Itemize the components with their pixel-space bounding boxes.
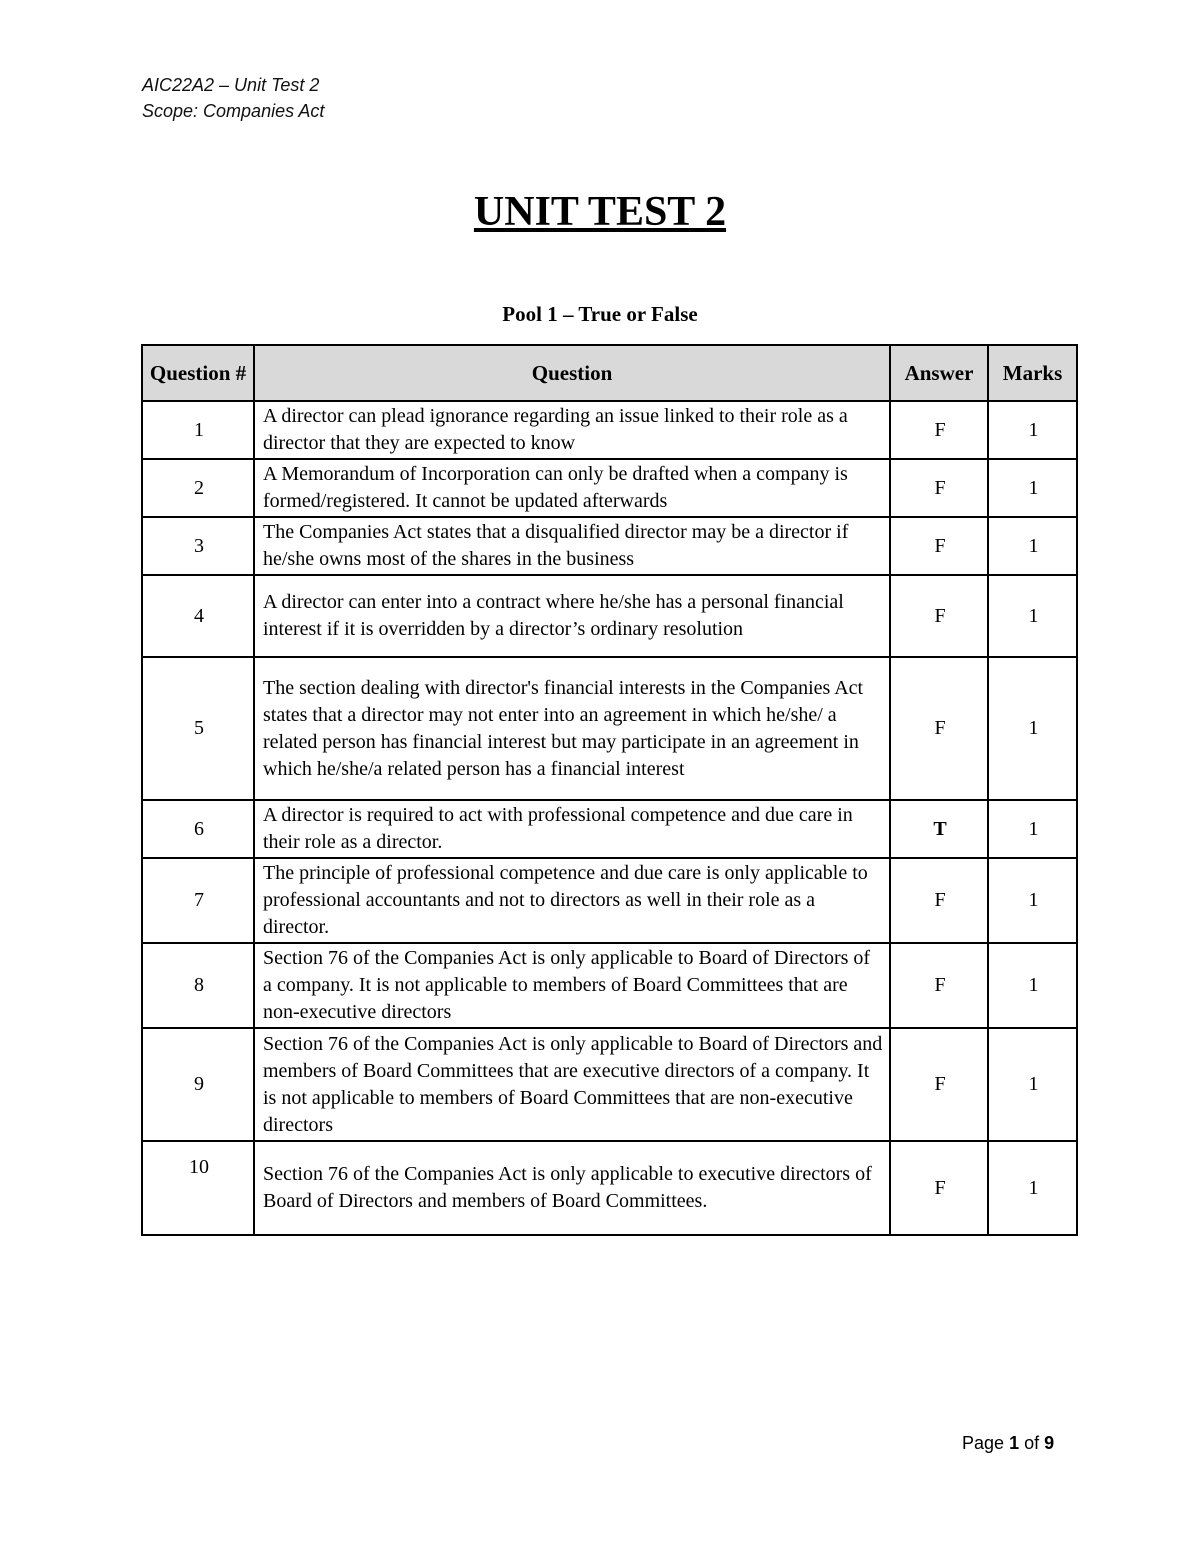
marks-cell: 1: [988, 401, 1077, 459]
marks-cell: 1: [988, 943, 1077, 1028]
table-row: [142, 517, 1077, 575]
column-header-question: Question: [254, 345, 890, 401]
question-text: Section 76 of the Companies Act is only applicable to executive directors of Board of Directors and members of Board Committees.: [254, 1141, 890, 1235]
question-number: 7: [142, 858, 254, 943]
question-number: 5: [142, 657, 254, 800]
question-text: Section 76 of the Companies Act is only applicable to Board of Directors and members of Board Committees that are executive directors of a company. It is not applicable to members of Board Committees that are non-executive directors: [254, 1028, 890, 1141]
question-number: 10: [142, 1141, 254, 1235]
question-number: 1: [142, 401, 254, 459]
marks-cell: 1: [988, 517, 1077, 575]
answer-cell: F: [890, 575, 988, 657]
table-row: [142, 459, 1077, 517]
table-row: [142, 401, 1077, 459]
answer-cell: F: [890, 1141, 988, 1235]
question-text: The Companies Act states that a disqualified director may be a director if he/she owns most of the shares in the business: [254, 517, 890, 575]
page-label: Page: [962, 1433, 1005, 1453]
question-number: 6: [142, 800, 254, 858]
answer-cell: F: [890, 459, 988, 517]
column-header-question-number: Question #: [142, 345, 254, 401]
page-number: [962, 1430, 1054, 1456]
course-code: AIC22A2 – Unit Test 2: [142, 75, 320, 95]
table-row: [142, 1028, 1077, 1141]
question-number: 9: [142, 1028, 254, 1141]
answer-cell: F: [890, 657, 988, 800]
table-row: [142, 800, 1077, 858]
page-title: UNIT TEST 2: [473, 189, 727, 235]
question-text: A Memorandum of Incorporation can only be drafted when a company is formed/registered. It cannot be updated afterwards: [254, 459, 890, 517]
column-header-marks: Marks: [988, 345, 1077, 401]
answer-cell: F: [890, 858, 988, 943]
marks-cell: 1: [988, 800, 1077, 858]
table-row: [142, 1141, 1077, 1235]
total-pages: 9: [1044, 1433, 1055, 1453]
question-number: 2: [142, 459, 254, 517]
document-header: [142, 72, 324, 124]
table-row: [142, 657, 1077, 800]
question-text: A director is required to act with professional competence and due care in their role as a director.: [254, 800, 890, 858]
answer-cell: F: [890, 401, 988, 459]
marks-cell: 1: [988, 1141, 1077, 1235]
scope-line: Scope: Companies Act: [142, 101, 325, 121]
answer-cell: F: [890, 517, 988, 575]
table-row: [142, 575, 1077, 657]
question-text: Section 76 of the Companies Act is only applicable to Board of Directors of a company. It is not applicable to members of Board Committees that are non-executive directors: [254, 943, 890, 1028]
question-text: A director can enter into a contract where he/she has a personal financial interest if it is overridden by a director’s ordinary resolution: [254, 575, 890, 657]
answer-cell: F: [890, 943, 988, 1028]
question-number: 3: [142, 517, 254, 575]
table-row: [142, 858, 1077, 943]
answer-cell: F: [890, 1028, 988, 1141]
current-page: 1: [1009, 1433, 1020, 1453]
table-row: [142, 943, 1077, 1028]
marks-cell: 1: [988, 858, 1077, 943]
section-title: Pool 1 – True or False: [502, 302, 698, 326]
question-number: 8: [142, 943, 254, 1028]
table-header-row: [142, 345, 1077, 401]
marks-cell: 1: [988, 1028, 1077, 1141]
marks-cell: 1: [988, 657, 1077, 800]
question-text: The section dealing with director's financial interests in the Companies Act states that a director may not enter into an agreement in which he/she/ a related person has financial interest but may participate in an agreement in which he/she/a related person has a financial interest: [254, 657, 890, 800]
question-text: A director can plead ignorance regarding an issue linked to their role as a director that they are expected to know: [254, 401, 890, 459]
questions-table: [141, 344, 1078, 1236]
answer-cell: T: [890, 800, 988, 858]
marks-cell: 1: [988, 575, 1077, 657]
question-number: 4: [142, 575, 254, 657]
marks-cell: 1: [988, 459, 1077, 517]
column-header-answer: Answer: [890, 345, 988, 401]
of-label: of: [1024, 1433, 1040, 1453]
question-text: The principle of professional competence and due care is only applicable to professional accountants and not to directors as well in their role as a director.: [254, 858, 890, 943]
